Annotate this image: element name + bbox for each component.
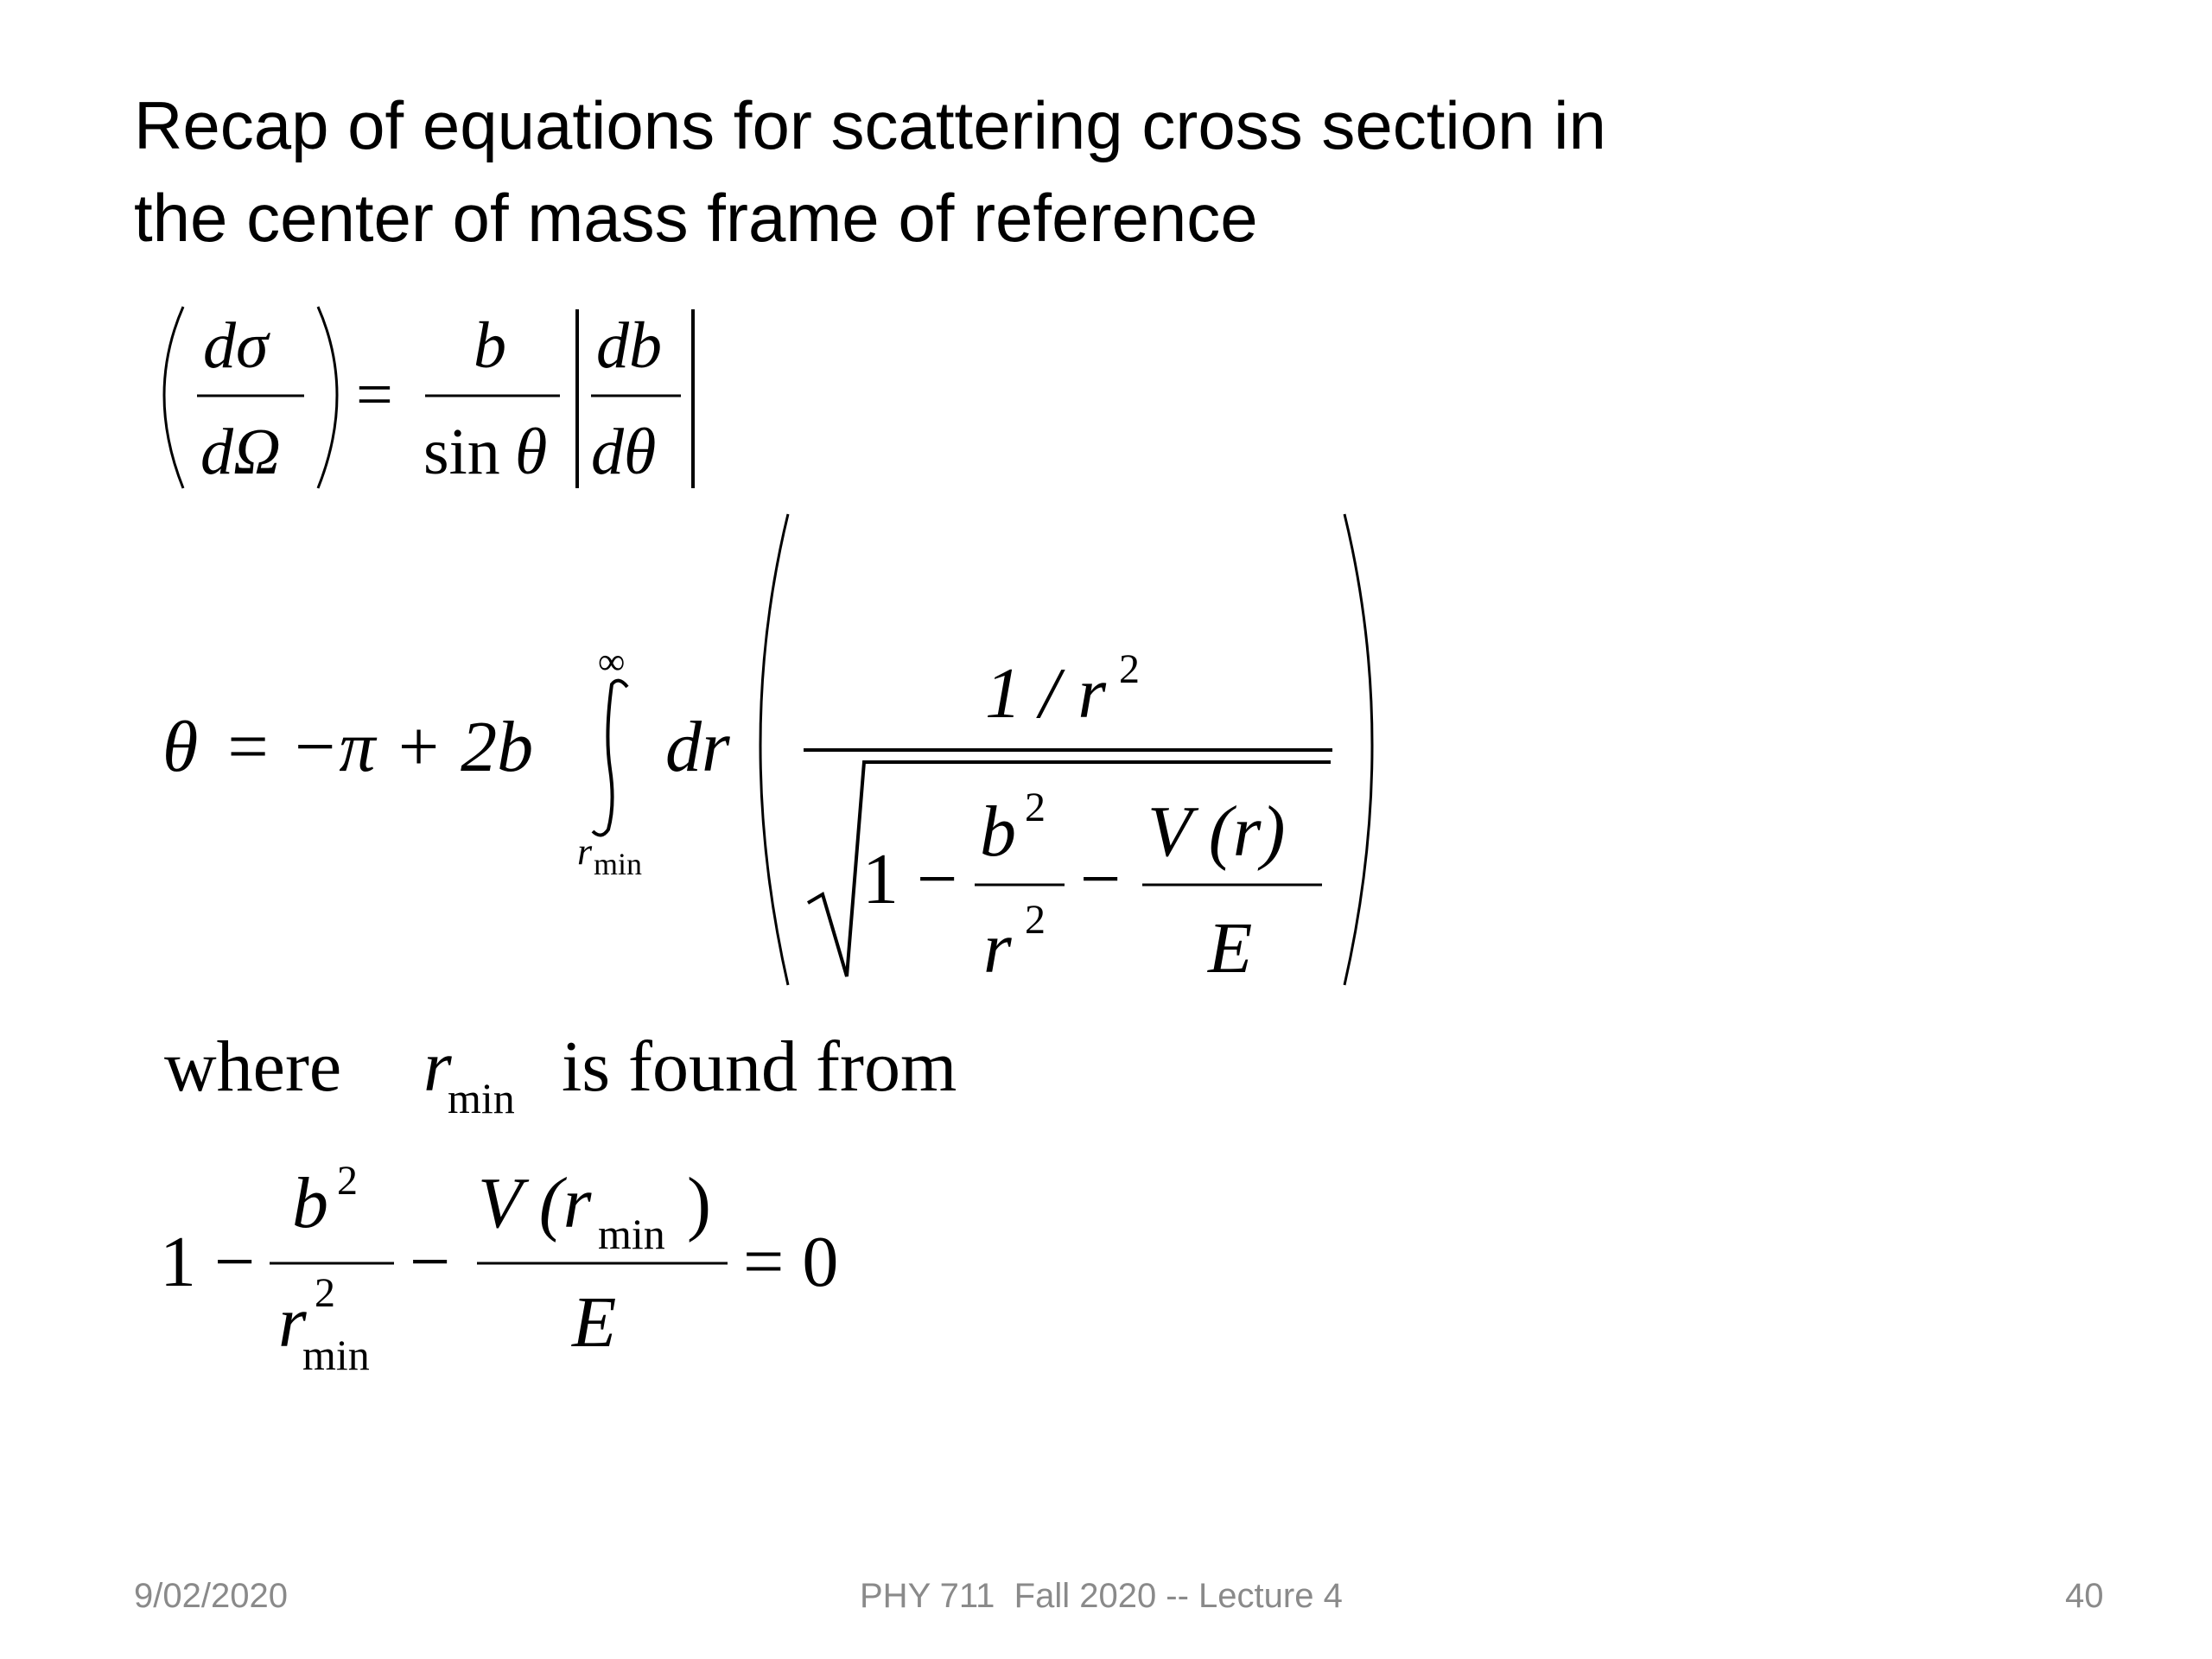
- d-omega: dΩ: [200, 416, 281, 488]
- one-minus: 1 −: [862, 839, 958, 919]
- b-exponent: 2: [337, 1158, 358, 1204]
- footer-page-number: 40: [2065, 1577, 2104, 1615]
- minus-sign: −: [410, 1222, 451, 1302]
- where-rest: is found from: [562, 1027, 957, 1107]
- right-paren: [318, 307, 337, 488]
- numerator-one-over-r: 1 / r: [985, 653, 1107, 734]
- theta-denominator: θ: [515, 416, 548, 488]
- turning-point-equation: [160, 1158, 838, 1379]
- close-paren: ): [687, 1163, 711, 1243]
- r-min-squared-r: r: [278, 1282, 307, 1363]
- lower-limit-r: r: [577, 830, 593, 873]
- dr-differential: dr: [665, 707, 730, 787]
- equals-sign: =: [356, 359, 393, 431]
- integral-sign: [593, 681, 627, 836]
- theta-symbol: θ: [162, 707, 199, 787]
- big-right-paren: [1344, 514, 1372, 985]
- scattering-angle-equation: [162, 514, 1372, 988]
- b-squared-b: b: [980, 791, 1016, 872]
- title-line-1: Recap of equations for scattering cross section in: [134, 87, 1606, 163]
- energy-E: E: [572, 1282, 617, 1363]
- db-numerator: db: [596, 309, 662, 382]
- where-r: r: [423, 1027, 452, 1107]
- sin-text: sin: [423, 416, 500, 488]
- equals-zero: = 0: [743, 1222, 839, 1302]
- dtheta-denominator: dθ: [591, 416, 657, 488]
- cross-section-equation: [164, 307, 693, 488]
- V-of-r: V (r): [1147, 791, 1286, 872]
- where-clause: [164, 1027, 957, 1122]
- upper-limit-infinity: ∞: [598, 640, 626, 683]
- minus-pi-plus-2b: = −π + 2b: [223, 707, 534, 787]
- r-exponent: 2: [315, 1270, 335, 1316]
- big-left-paren: [760, 514, 788, 985]
- where-word: where: [164, 1027, 342, 1107]
- r-squared-r: r: [983, 908, 1012, 988]
- left-paren: [164, 307, 183, 488]
- b-numerator: b: [474, 309, 506, 382]
- where-min: min: [448, 1074, 515, 1122]
- V-of-r-min: V (r: [478, 1163, 592, 1243]
- energy-E: E: [1208, 908, 1253, 988]
- lower-limit-min: min: [594, 847, 643, 881]
- footer-course: PHY 711 Fall 2020 -- Lecture 4: [860, 1577, 1343, 1615]
- one-minus: 1 −: [160, 1222, 256, 1302]
- b-exponent: 2: [1025, 785, 1046, 830]
- minus-sign: −: [1080, 839, 1122, 919]
- title-line-2: the center of mass frame of reference: [134, 180, 1258, 256]
- r-subscript-min: min: [302, 1331, 370, 1379]
- b-squared-b: b: [292, 1163, 328, 1243]
- r-exponent: 2: [1025, 897, 1046, 943]
- footer-date: 9/02/2020: [134, 1577, 288, 1615]
- V-subscript-min: min: [598, 1210, 665, 1258]
- numerator-exponent: 2: [1119, 646, 1140, 692]
- d-sigma: dσ: [203, 309, 269, 382]
